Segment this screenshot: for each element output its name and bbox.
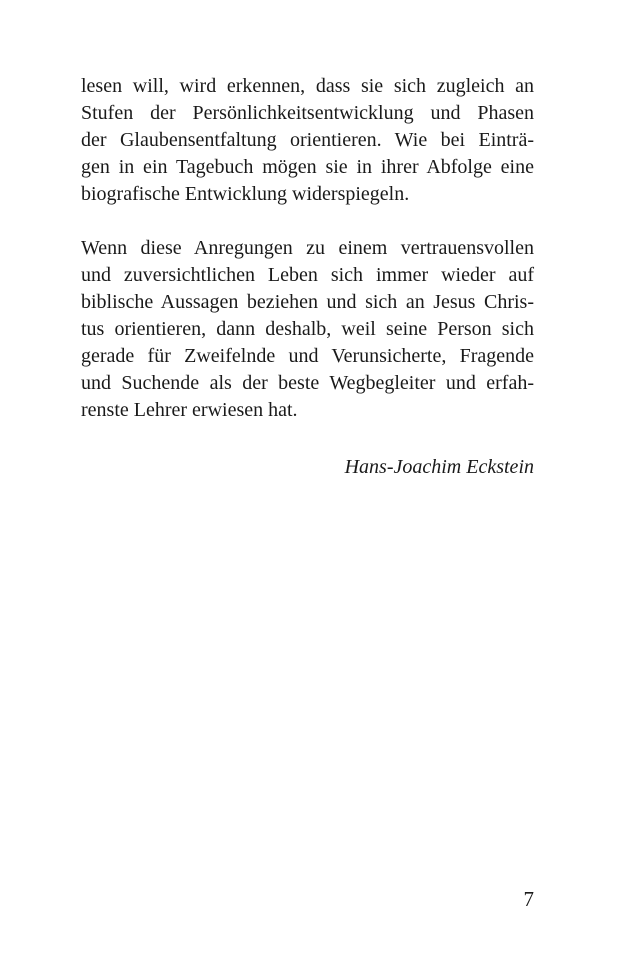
text-line: Wenn diese Anregungen zu einem vertrauensvollen [81, 237, 534, 259]
text-line: der Glaubensentfaltung orientieren. Wie bei Einträ- [81, 129, 534, 151]
text-line: und Suchende als der beste Wegbegleiter und erfah- [81, 372, 534, 394]
paragraph-2 [81, 235, 534, 424]
text-line: renste Lehrer erwiesen hat. [81, 399, 298, 421]
text-line: und zuversichtlichen Leben sich immer wieder auf [81, 264, 534, 286]
text-line: gen in ein Tagebuch mögen sie in ihrer Abfolge eine [81, 156, 534, 178]
text-line: Stufen der Persönlichkeitsentwicklung und Phasen [81, 102, 534, 124]
page-number: 7 [523, 887, 534, 911]
text-line: lesen will, wird erkennen, dass sie sich zugleich an [81, 75, 534, 97]
paragraph-1 [81, 73, 534, 208]
body-text [81, 73, 534, 424]
author-signature: Hans-Joachim Eckstein [344, 456, 534, 478]
text-line: gerade für Zweifelnde und Verunsicherte, Fragende [81, 345, 534, 367]
text-line: biografische Entwicklung widerspiegeln. [81, 183, 410, 205]
text-line: tus orientieren, dann deshalb, weil seine Person sich [81, 318, 534, 340]
text-line: biblische Aussagen beziehen und sich an Jesus Chris- [81, 291, 534, 313]
